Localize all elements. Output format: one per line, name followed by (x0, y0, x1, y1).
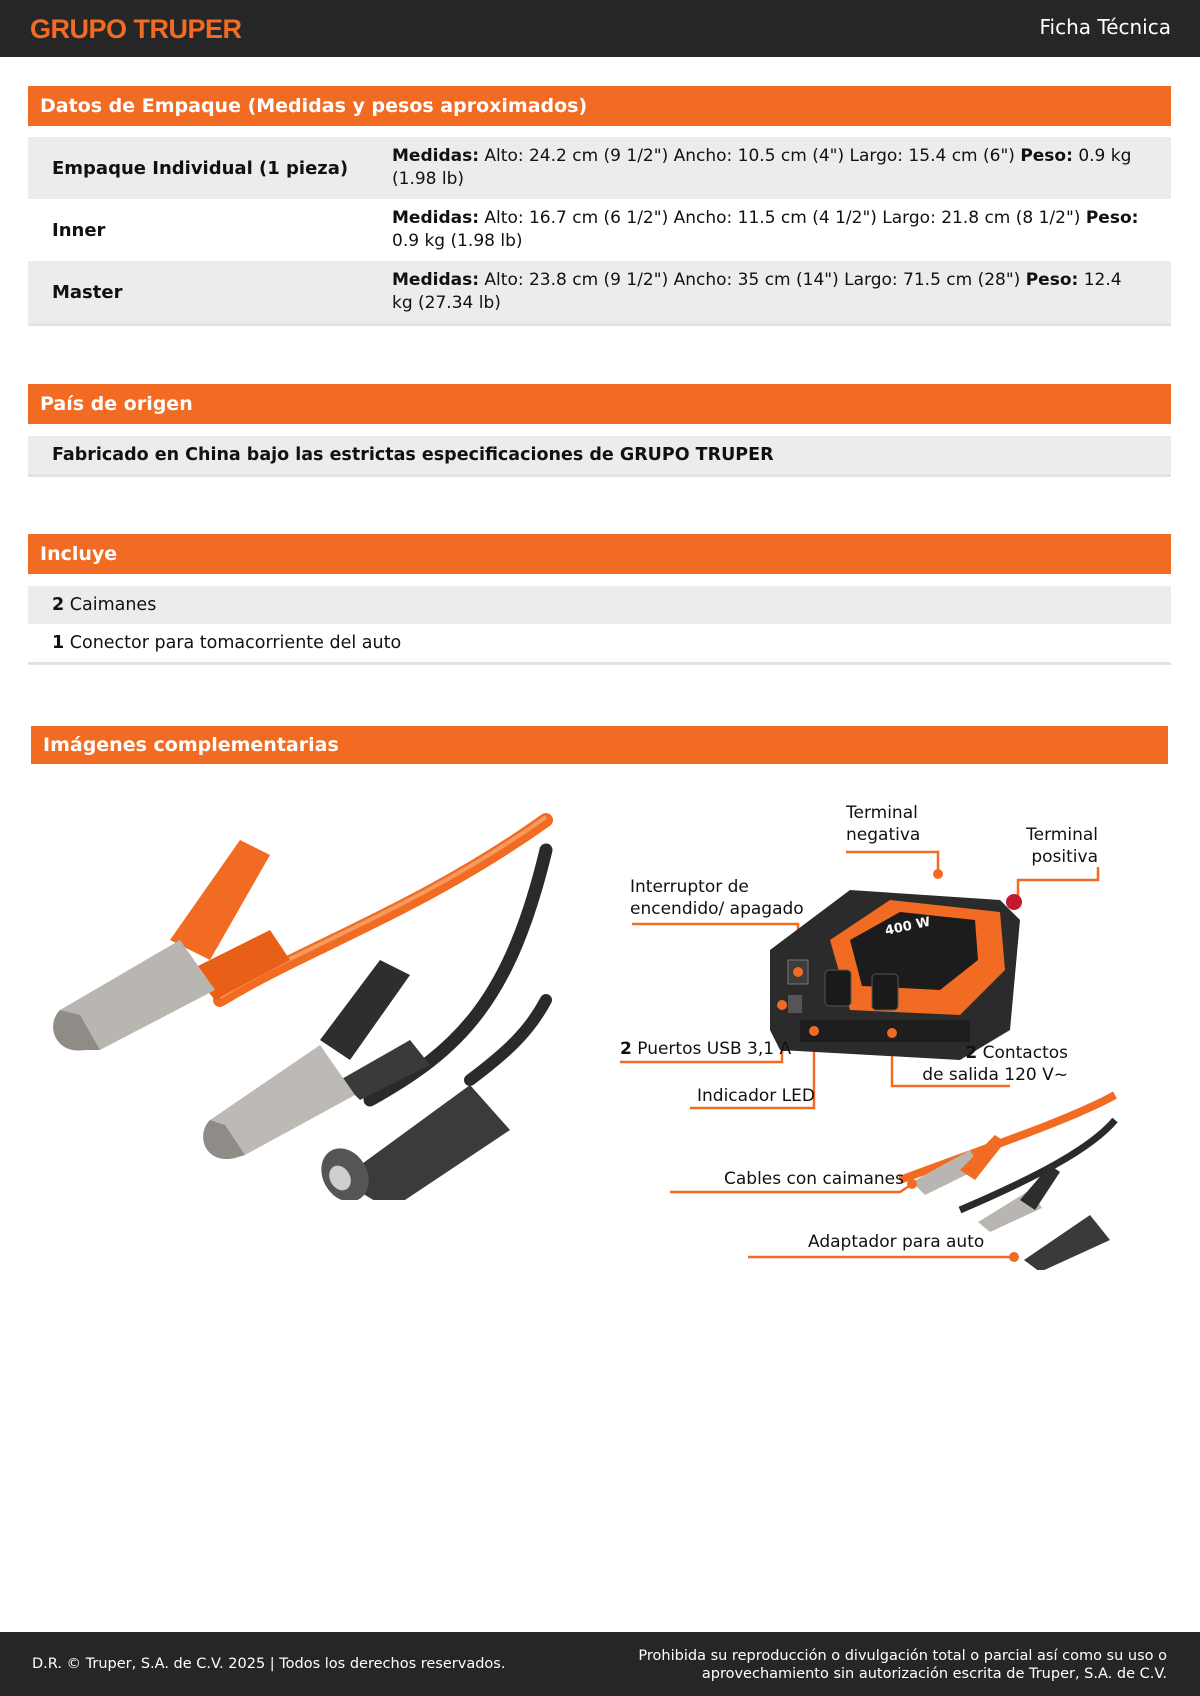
callout-contactos: 2 Contactos de salida 120 V~ (922, 1043, 1068, 1085)
footer-copyright: D.R. © Truper, S.A. de C.V. 2025 | Todos los derechos reservados. (32, 1656, 506, 1672)
section-divider (28, 323, 1171, 326)
section-divider (28, 474, 1171, 477)
include-item-text: Caimanes (69, 595, 157, 615)
includes-section-header: Incluye (28, 534, 1171, 574)
packaging-row-value: Medidas: Alto: 16.7 cm (6 1/2") Ancho: 11.5 cm (4 1/2") Largo: 21.8 cm (8 1/2") Peso: 0.9 kg (1.98 lb) (392, 208, 1139, 251)
inverter-wattage-label: 400 W (883, 914, 932, 939)
packaging-row-value: Medidas: Alto: 23.8 cm (9 1/2") Ancho: 35 cm (14") Largo: 71.5 cm (28") Peso: 12.4 kg (27.34 lb) (392, 270, 1122, 313)
product-image-cables (40, 800, 560, 1200)
include-item-qty: 1 (52, 633, 65, 653)
packaging-row-label: Empaque Individual (1 pieza) (52, 157, 349, 179)
packaging-row-value: Medidas: Alto: 24.2 cm (9 1/2") Ancho: 10.5 cm (4") Largo: 15.4 cm (6") Peso: 0.9 kg (1.98 lb) (392, 146, 1132, 189)
include-item (28, 624, 1171, 662)
include-item-qty: 2 (52, 595, 65, 615)
include-item-text: Conector para tomacorriente del auto (69, 633, 402, 653)
origin-section-header: País de origen (28, 384, 1171, 424)
callout-adaptador: Adaptador para auto (808, 1232, 985, 1252)
brand-logo: GRUPO TRUPER (30, 14, 242, 44)
packaging-row (28, 199, 1171, 261)
callout-led: Indicador LED (697, 1086, 815, 1106)
top-bar (0, 0, 1200, 57)
callout-cables: Cables con caimanes (724, 1169, 905, 1189)
origin-text: Fabricado en China bajo las estrictas especificaciones de GRUPO TRUPER (28, 436, 1171, 474)
packaging-row (28, 261, 1171, 323)
callout-terminal-negativa: Terminal negativa (846, 803, 921, 845)
callout-terminal-positiva: Terminal positiva (1026, 825, 1098, 867)
images-section-header: Imágenes complementarias (31, 726, 1168, 764)
section-divider (28, 662, 1171, 665)
callout-usb: 2 Puertos USB 3,1 A (620, 1039, 792, 1059)
footer (0, 1632, 1200, 1696)
packaging-section-header: Datos de Empaque (Medidas y pesos aproximados) (28, 86, 1171, 126)
document-title: Ficha Técnica (1039, 15, 1171, 39)
packaging-row-label: Inner (52, 219, 106, 241)
packaging-row-label: Master (52, 281, 123, 303)
product-image-inverter (600, 790, 1170, 1270)
cables-illustration (40, 800, 560, 1200)
include-item (28, 586, 1171, 624)
packaging-row (28, 137, 1171, 199)
callout-interruptor: Interruptor de encendido/ apagado (630, 877, 804, 919)
footer-legal: Prohibida su reproducción o divulgación total o parcial así como su uso o aprovechamiento sin autorización escrita de Truper, S.A. de C.V. (638, 1648, 1167, 1682)
